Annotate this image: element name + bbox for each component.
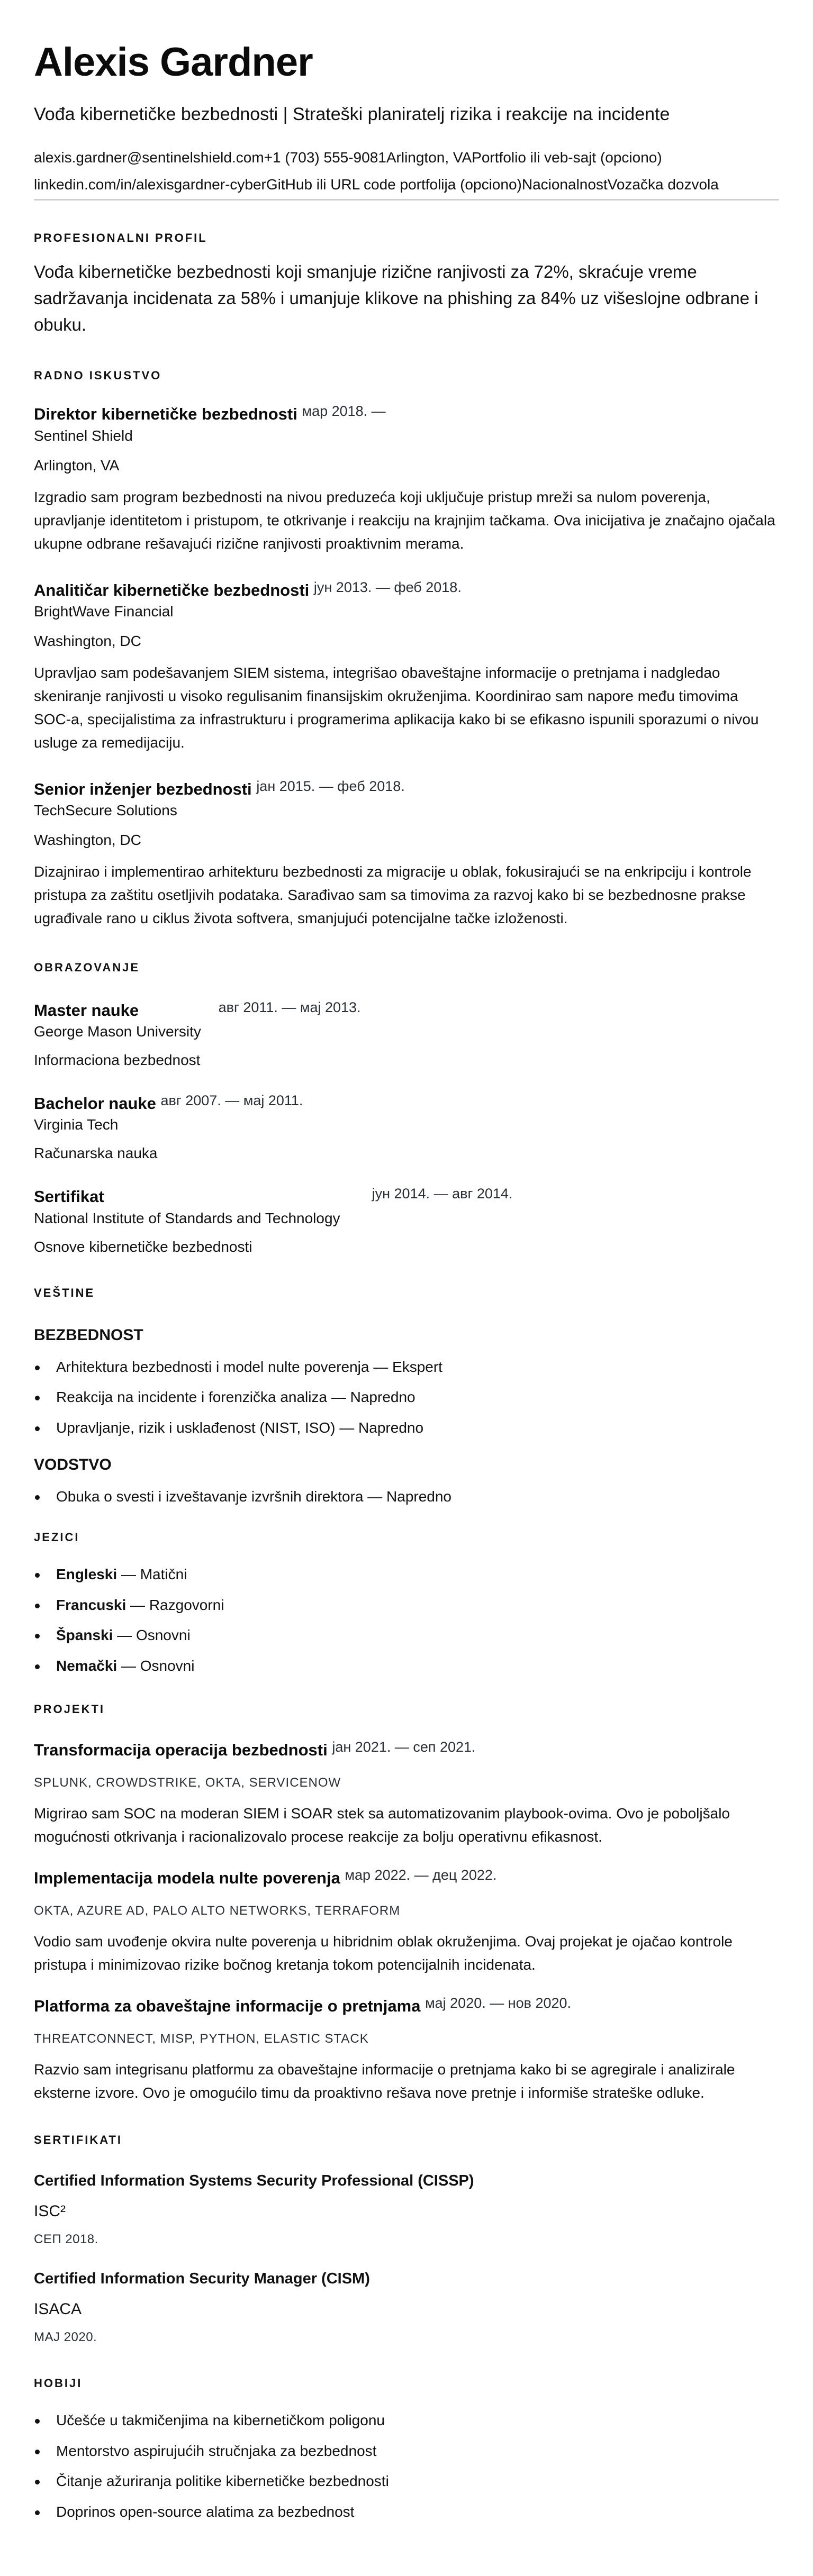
school-name: National Institute of Standards and Technology	[34, 1209, 340, 1226]
degree-title: Master nauke	[34, 1000, 139, 1020]
job-location: Washington, DC	[34, 832, 141, 849]
contact-row-1	[34, 149, 779, 167]
education-heading	[34, 1093, 779, 1114]
skill-item: Upravljanje, rizik i usklađenost (NIST, ISO) — Napredno	[34, 1419, 779, 1437]
contact-row-2	[34, 176, 779, 194]
skill-list-security	[34, 1358, 779, 1437]
company-name: Sentinel Shield	[34, 427, 133, 444]
company-name: BrightWave Financial	[34, 603, 174, 620]
certifications-section	[34, 2133, 779, 2345]
experience-entry	[34, 580, 779, 754]
project-entry	[34, 1868, 779, 1977]
drivers-license: Vozačka dozvola	[607, 176, 719, 193]
experience-heading	[34, 404, 779, 425]
skills-section	[34, 1286, 779, 1505]
school-name: Virginia Tech	[34, 1116, 119, 1133]
project-dates: мај 2020. — нов 2020.	[425, 1995, 572, 2011]
hobby-item: Čitanje ažuriranja politike kibernetičke bezbednosti	[34, 2472, 779, 2490]
project-title: Platforma za obaveštajne informacije o pretnjama	[34, 1996, 421, 2015]
language-level: — Razgovorni	[126, 1596, 224, 1613]
project-description: Migrirao sam SOC na moderan SIEM i SOAR stek sa automatizovanim playbook-ovima. Ovo je poboljšalo mogućnosti otkrivanja i racionalizovalo procese reakcije za bolju operativnu efikasnost.	[34, 1805, 730, 1845]
job-dates: јан 2015. — феб 2018.	[256, 778, 405, 794]
field-of-study: Informaciona bezbednost	[34, 1052, 201, 1069]
language-item	[34, 1565, 779, 1583]
certification-name: Certified Information Systems Security Professional (CISSP)	[34, 2172, 474, 2190]
skill-list-leadership	[34, 1488, 779, 1506]
section-title-education: OBRAZOVANJE	[34, 960, 140, 974]
language-name: Nemački	[56, 1657, 118, 1674]
language-level: — Matični	[117, 1566, 187, 1583]
section-title-skills: VEŠTINE	[34, 1286, 95, 1299]
field-of-study: Osnove kibernetičke bezbednosti	[34, 1238, 252, 1255]
certification-issuer: ISACA	[34, 2300, 82, 2318]
job-dates: јун 2013. — феб 2018.	[313, 579, 462, 595]
project-tech-stack: THREATCONNECT, MISP, PYTHON, ELASTIC STACK	[34, 2032, 369, 2046]
education-section	[34, 961, 779, 1255]
headline: Vođa kibernetičke bezbednosti | Strateški planiratelj rizika i reakcije na incidente	[34, 104, 670, 124]
project-tech-stack: SPLUNK, CROWDSTRIKE, OKTA, SERVICENOW	[34, 1775, 341, 1790]
degree-title: Sertifikat	[34, 1187, 104, 1206]
language-item	[34, 1657, 779, 1675]
hobby-item: Doprinos open-source alatima za bezbednost	[34, 2503, 779, 2521]
education-entry	[34, 1093, 779, 1162]
language-name: Engleski	[56, 1566, 118, 1583]
education-heading	[34, 1000, 779, 1021]
project-heading	[34, 1740, 779, 1761]
job-title: Senior inženjer bezbednosti	[34, 779, 252, 798]
education-dates: авг 2011. — мај 2013.	[218, 999, 361, 1015]
skill-item: Reakcija na incidente i forenzička analiza — Napredno	[34, 1388, 779, 1406]
language-name: Španski	[56, 1627, 113, 1644]
section-title-certifications: SERTIFIKATI	[34, 2133, 123, 2147]
section-title-languages: JEZICI	[34, 1531, 80, 1544]
experience-entry	[34, 404, 779, 555]
project-tech-stack: OKTA, AZURE AD, PALO ALTO NETWORKS, TERRAFORM	[34, 1904, 401, 1918]
contact-info	[34, 149, 779, 194]
certification-entry	[34, 2270, 779, 2345]
project-title: Transformacija operacija bezbednosti	[34, 1740, 328, 1759]
language-level: — Osnovni	[113, 1627, 191, 1644]
project-dates: мар 2022. — дец 2022.	[345, 1867, 497, 1883]
education-heading	[34, 1186, 779, 1207]
project-heading	[34, 1996, 779, 2017]
language-name: Francuski	[56, 1596, 127, 1613]
email-link[interactable]: alexis.gardner@sentinelshield.com	[34, 149, 264, 166]
skill-category-security: BEZBEDNOST	[34, 1326, 143, 1344]
job-location: Washington, DC	[34, 632, 141, 649]
language-list	[34, 1565, 779, 1674]
github-link[interactable]: GitHub ili URL code portfolija (opciono)	[266, 176, 522, 193]
project-dates: јан 2021. — сеп 2021.	[332, 1738, 476, 1755]
job-dates: мар 2018. —	[302, 403, 386, 420]
school-name: George Mason University	[34, 1023, 201, 1040]
job-location: Arlington, VA	[34, 457, 120, 474]
certification-date: MAJ 2020.	[34, 2330, 97, 2345]
resume-header	[34, 42, 779, 201]
profile-section	[34, 231, 779, 338]
profile-summary: Vođa kibernetičke bezbednosti koji smanjuje rizične ranjivosti za 72%, skraćuje vreme sadržavanja incidenata za 58% i umanjuje klikove na phishing za 84% uz višeslojne odbrane i obuku.	[34, 261, 758, 335]
education-dates: авг 2007. — мај 2011.	[160, 1093, 303, 1109]
section-title-hobbies: HOBIJI	[34, 2377, 83, 2390]
experience-section	[34, 369, 779, 930]
language-item	[34, 1626, 779, 1644]
hobby-item: Mentorstvo aspirujućih stručnjaka za bezbednost	[34, 2442, 779, 2460]
job-description: Upravljao sam podešavanjem SIEM sistema, integrišao obaveštajne informacije o pretnjama i nadgledao skeniranje ranjivosti u visoko regulisanim finansijskim okruženjima. Koordinirao sam napore među timovima SOC-a, specijalistima za infrastrukturu i programerima aplikacija kako bi se efikasno ispunili sporazumi o nivou usluge za remedijaciju.	[34, 664, 759, 751]
language-item	[34, 1596, 779, 1614]
project-heading	[34, 1868, 779, 1889]
project-entry	[34, 1996, 779, 2105]
candidate-name: Alexis Gardner	[34, 40, 313, 85]
hobby-item: Učešće u takmičenjima na kibernetičkom poligonu	[34, 2411, 779, 2429]
project-description: Razvio sam integrisanu platformu za obaveštajne informacije o pretnjama kako bi se agregirale i analizirale eksterne izvore. Ovo je omogućilo timu da proaktivno rešava nove pretnje i informiše strateške odluke.	[34, 2061, 735, 2101]
job-title: Direktor kibernetičke bezbednosti	[34, 405, 297, 424]
experience-heading	[34, 779, 779, 800]
languages-section	[34, 1531, 779, 1674]
phone-number[interactable]: +1 (703) 555-9081	[264, 149, 386, 166]
certification-entry	[34, 2172, 779, 2247]
header-divider	[34, 199, 779, 201]
field-of-study: Računarska nauka	[34, 1145, 158, 1162]
projects-section	[34, 1703, 779, 2105]
section-title-experience: RADNO ISKUSTVO	[34, 369, 162, 383]
project-title: Implementacija modela nulte poverenja	[34, 1868, 340, 1887]
job-description: Dizajnirao i implementirao arhitekturu bezbednosti za migracije u oblak, fokusirajući se na enkripciju i kontrole pristupa za zaštitu osetljivih podataka. Sarađivao sam sa timovima za razvoj kako bi se bezbednosne prakse ugrađivale rano u ciklus života softvera, smanjujući potencijalne tačke izloženosti.	[34, 863, 752, 926]
experience-heading	[34, 580, 779, 601]
project-entry	[34, 1740, 779, 1849]
company-name: TechSecure Solutions	[34, 802, 177, 819]
language-level: — Osnovni	[117, 1657, 195, 1674]
degree-title: Bachelor nauke	[34, 1094, 156, 1113]
hobby-list	[34, 2411, 779, 2520]
skill-item: Obuka o svesti i izveštavanje izvršnih direktora — Napredno	[34, 1488, 779, 1506]
project-description: Vodio sam uvođenje okvira nulte poverenja u hibridnim oblak okruženjima. Ovaj projekat je ojačao kontrole pristupa i minimizovao rizike bočnog kretanja tokom potencijalnih incidenata.	[34, 1933, 733, 1973]
section-title-profile: PROFESIONALNI PROFIL	[34, 231, 207, 244]
skill-category-leadership: VODSTVO	[34, 1455, 112, 1473]
skill-item: Arhitektura bezbednosti i model nulte poverenja — Ekspert	[34, 1358, 779, 1376]
certification-name: Certified Information Security Manager (CISM)	[34, 2270, 370, 2288]
job-description: Izgradio sam program bezbednosti na nivou preduzeća koji uključuje pristup mreži sa nulom poverenja, upravljanje identitetom i pristupom, te otkrivanje i reakciju na krajnjim tačkama. Ova inicijativa je značajno ojačala ukupne odbrane rešavajući rizične ranjivosti proaktivnim merama.	[34, 488, 775, 552]
job-title: Analitičar kibernetičke bezbednosti	[34, 580, 310, 599]
education-dates: јун 2014. — авг 2014.	[372, 1186, 513, 1202]
location: Arlington, VA	[386, 149, 472, 166]
experience-entry	[34, 779, 779, 930]
section-title-projects: PROJEKTI	[34, 1702, 105, 1716]
nationality: Nacionalnost	[521, 176, 608, 193]
education-entry	[34, 1186, 779, 1255]
certification-date: СЕП 2018.	[34, 2232, 98, 2247]
linkedin-link[interactable]: linkedin.com/in/alexisgardner-cyber	[34, 176, 266, 193]
hobbies-section	[34, 2377, 779, 2520]
certification-issuer: ISC²	[34, 2202, 66, 2220]
portfolio-link[interactable]: Portfolio ili veb-sajt (opciono)	[472, 149, 662, 166]
education-entry	[34, 1000, 779, 1069]
